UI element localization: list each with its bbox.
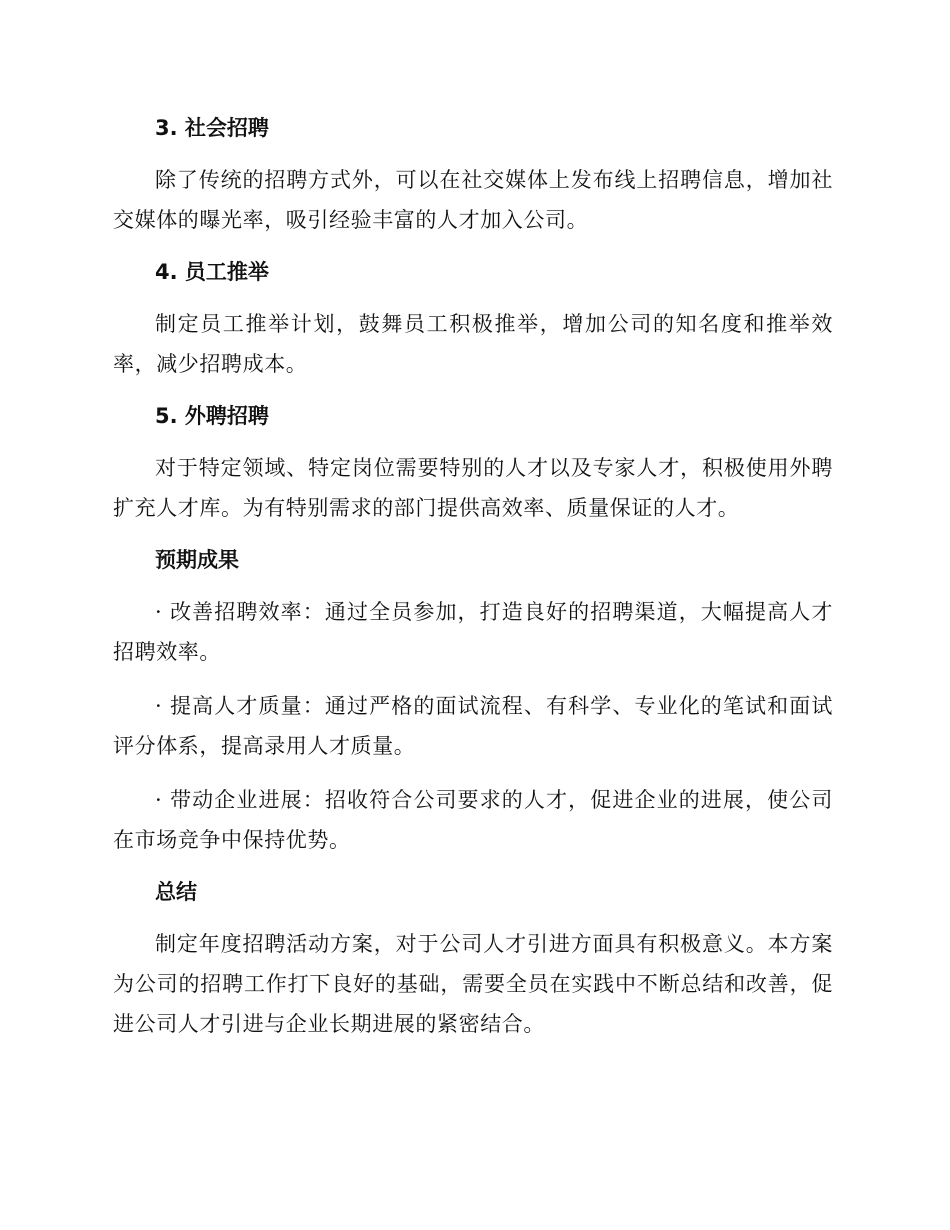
section-heading-expected-results: 预期成果: [155, 548, 239, 572]
paragraph-summary: 制定年度招聘活动方案，对于公司人才引进方面具有积极意义。本方案为公司的招聘工作打下良好的基础，需要全员在实践中不断总结和改善，促进公司人才引进与企业长期进展的紧密结合。: [113, 932, 833, 1036]
paragraph-external-hiring: 对于特定领域、特定岗位需要特别的人才以及专家人才，积极使用外聘扩充人才库。为有特别需求的部门提供高效率、质量保证的人才。: [113, 456, 833, 520]
section-heading-summary: 总结: [155, 880, 197, 904]
section-heading-social-recruitment: 3. 社会招聘: [155, 116, 269, 140]
bullet-improve-quality: · 提高人才质量：通过严格的面试流程、有科学、专业化的笔试和面试评分体系，提高录用人才质量。: [113, 694, 833, 758]
section-heading-external-hiring: 5. 外聘招聘: [155, 404, 269, 428]
paragraph-social-recruitment: 除了传统的招聘方式外，可以在社交媒体上发布线上招聘信息，增加社交媒体的曝光率，吸引经验丰富的人才加入公司。: [113, 168, 833, 232]
section-heading-employee-referral: 4. 员工推举: [155, 260, 269, 284]
document-body: [113, 110, 833, 1058]
bullet-drive-progress: · 带动企业进展：招收符合公司要求的人才，促进企业的进展，使公司在市场竞争中保持优势。: [113, 788, 833, 852]
paragraph-employee-referral: 制定员工推举计划，鼓舞员工积极推举，增加公司的知名度和推举效率，减少招聘成本。: [113, 312, 833, 376]
bullet-improve-efficiency: · 改善招聘效率：通过全员参加，打造良好的招聘渠道，大幅提高人才招聘效率。: [113, 600, 833, 664]
